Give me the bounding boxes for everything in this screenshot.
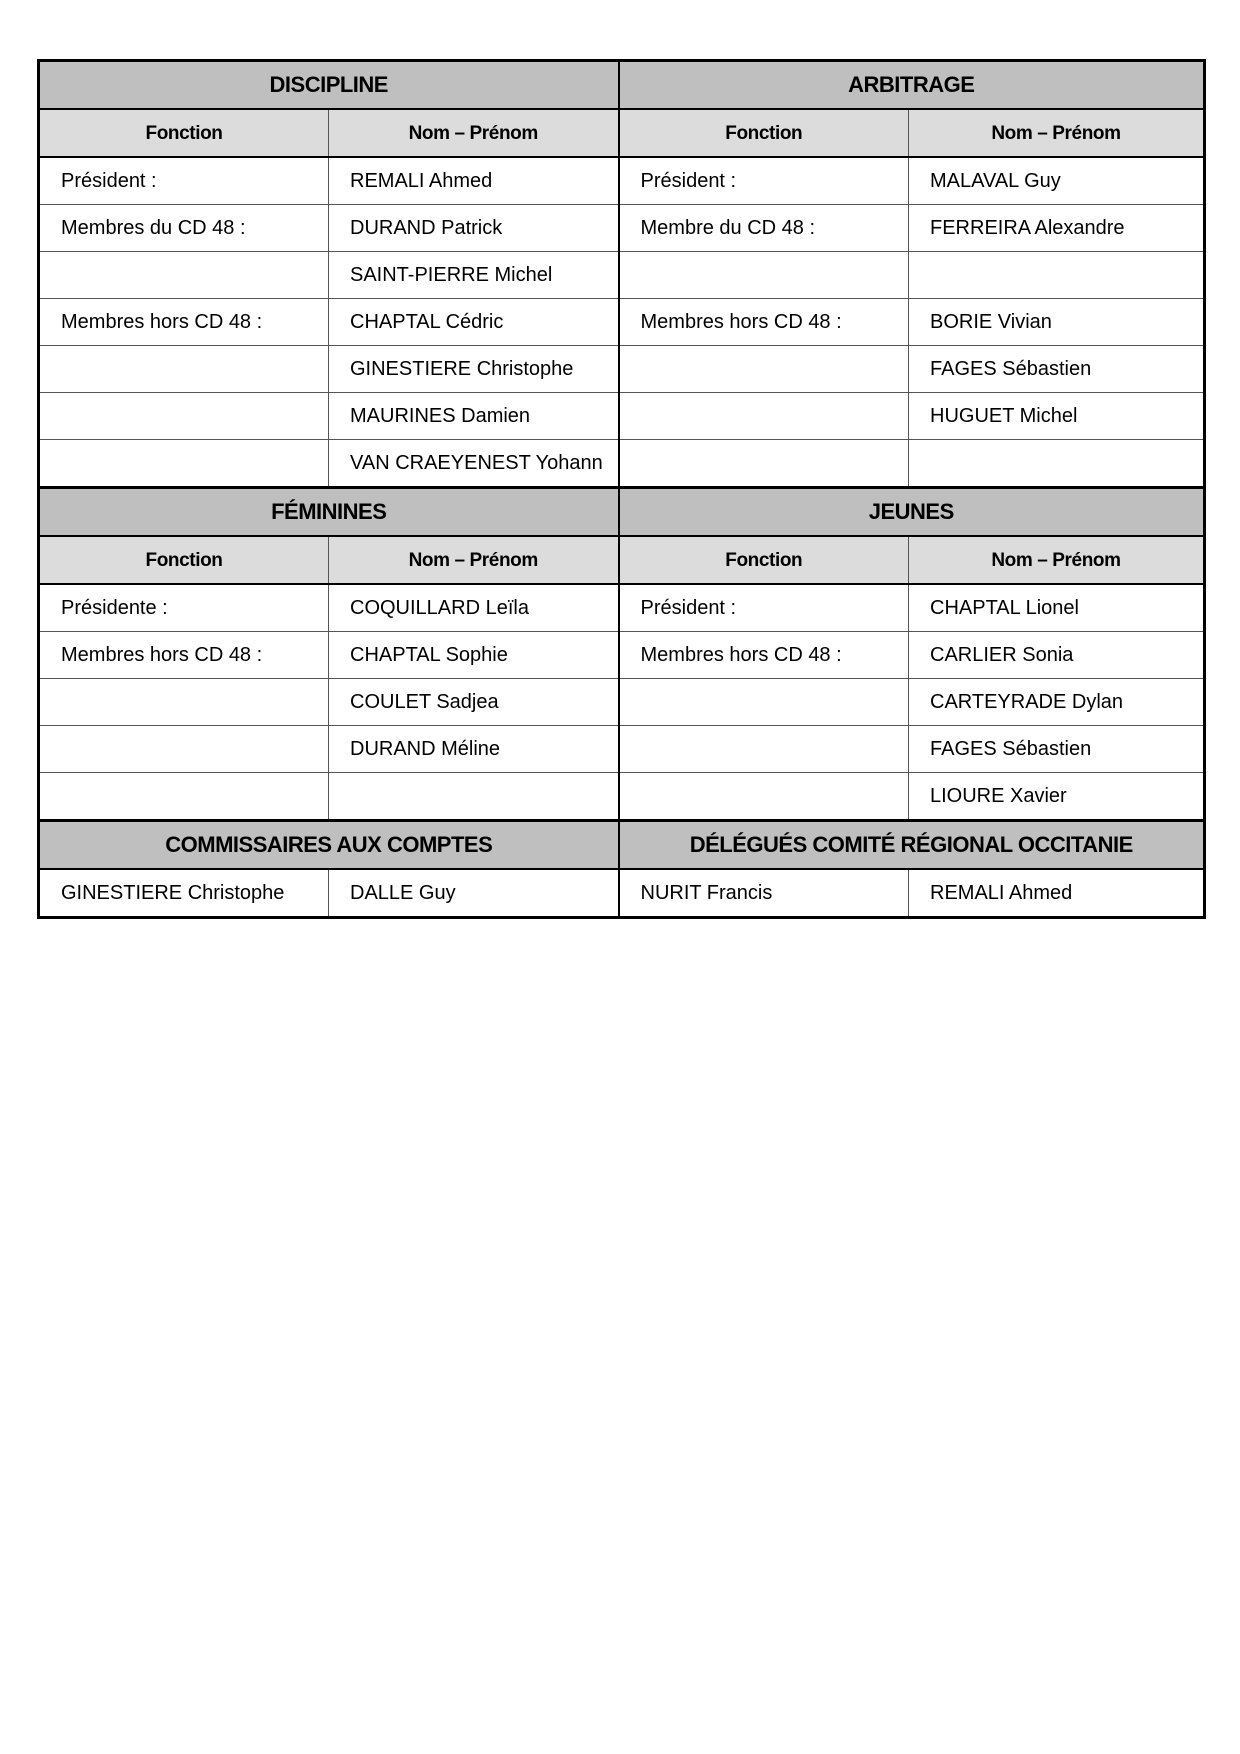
- nom-cell: COULET Sadjea: [329, 679, 619, 726]
- nom-cell: COQUILLARD Leïla: [329, 584, 619, 632]
- table-row: [39, 252, 1205, 299]
- nom-cell: CHAPTAL Sophie: [329, 632, 619, 679]
- table-row: [39, 773, 1205, 821]
- nom-cell: MAURINES Damien: [329, 393, 619, 440]
- table-row: [39, 584, 1205, 632]
- fonction-cell: Présidente :: [39, 584, 329, 632]
- nom-cell: [909, 440, 1205, 488]
- nom-cell: CHAPTAL Cédric: [329, 299, 619, 346]
- name-cell: DALLE Guy: [329, 869, 619, 918]
- fonction-cell: Membres hors CD 48 :: [619, 632, 909, 679]
- fonction-cell: [39, 252, 329, 299]
- nom-cell: VAN CRAEYENEST Yohann: [329, 440, 619, 488]
- fonction-cell: Président :: [39, 157, 329, 205]
- table-row: [39, 440, 1205, 488]
- section-title-arbitrage: ARBITRAGE: [619, 61, 1205, 110]
- nom-cell: CARTEYRADE Dylan: [909, 679, 1205, 726]
- nom-cell: DURAND Méline: [329, 726, 619, 773]
- table-row: [39, 299, 1205, 346]
- fonction-cell: [619, 393, 909, 440]
- fonction-cell: Membres hors CD 48 :: [39, 299, 329, 346]
- nom-cell: MALAVAL Guy: [909, 157, 1205, 205]
- fonction-cell: Membre du CD 48 :: [619, 205, 909, 252]
- fonction-cell: [39, 679, 329, 726]
- nom-cell: [909, 252, 1205, 299]
- fonction-cell: Président :: [619, 584, 909, 632]
- table-row: [39, 679, 1205, 726]
- fonction-cell: [39, 440, 329, 488]
- column-header-row: [39, 109, 1205, 157]
- column-header-row: [39, 536, 1205, 584]
- nom-cell: HUGUET Michel: [909, 393, 1205, 440]
- name-cell: REMALI Ahmed: [909, 869, 1205, 918]
- section-header-row: [39, 821, 1205, 870]
- column-header-nom: Nom – Prénom: [909, 109, 1205, 157]
- fonction-cell: Président :: [619, 157, 909, 205]
- fonction-cell: [619, 773, 909, 821]
- fonction-cell: Membres hors CD 48 :: [619, 299, 909, 346]
- column-header-nom: Nom – Prénom: [329, 109, 619, 157]
- fonction-cell: [619, 440, 909, 488]
- column-header-nom: Nom – Prénom: [909, 536, 1205, 584]
- nom-cell: FAGES Sébastien: [909, 726, 1205, 773]
- fonction-cell: [39, 773, 329, 821]
- fonction-cell: [619, 346, 909, 393]
- nom-cell: BORIE Vivian: [909, 299, 1205, 346]
- nom-cell: DURAND Patrick: [329, 205, 619, 252]
- column-header-fonction: Fonction: [619, 109, 909, 157]
- fonction-cell: [39, 726, 329, 773]
- nom-cell: CHAPTAL Lionel: [909, 584, 1205, 632]
- section-title-delegues: DÉLÉGUÉS COMITÉ RÉGIONAL OCCITANIE: [619, 821, 1205, 870]
- nom-cell: CARLIER Sonia: [909, 632, 1205, 679]
- section-header-row: [39, 61, 1205, 110]
- fonction-cell: Membres hors CD 48 :: [39, 632, 329, 679]
- nom-cell: FAGES Sébastien: [909, 346, 1205, 393]
- section-title-commissaires: COMMISSAIRES AUX COMPTES: [39, 821, 619, 870]
- fonction-cell: [39, 393, 329, 440]
- table-row: [39, 632, 1205, 679]
- section-title-discipline: DISCIPLINE: [39, 61, 619, 110]
- nom-cell: [329, 773, 619, 821]
- column-header-nom: Nom – Prénom: [329, 536, 619, 584]
- column-header-fonction: Fonction: [39, 109, 329, 157]
- fonction-cell: Membres du CD 48 :: [39, 205, 329, 252]
- nom-cell: GINESTIERE Christophe: [329, 346, 619, 393]
- nom-cell: REMALI Ahmed: [329, 157, 619, 205]
- section-title-feminines: FÉMININES: [39, 488, 619, 537]
- section-header-row: [39, 488, 1205, 537]
- fonction-cell: [619, 252, 909, 299]
- committees-table: [37, 59, 1206, 919]
- table-row: [39, 393, 1205, 440]
- column-header-fonction: Fonction: [619, 536, 909, 584]
- table-row: [39, 726, 1205, 773]
- nom-cell: FERREIRA Alexandre: [909, 205, 1205, 252]
- table-row: [39, 157, 1205, 205]
- name-cell: NURIT Francis: [619, 869, 909, 918]
- fonction-cell: [39, 346, 329, 393]
- table-row: [39, 869, 1205, 918]
- name-cell: GINESTIERE Christophe: [39, 869, 329, 918]
- nom-cell: LIOURE Xavier: [909, 773, 1205, 821]
- section-title-jeunes: JEUNES: [619, 488, 1205, 537]
- fonction-cell: [619, 726, 909, 773]
- fonction-cell: [619, 679, 909, 726]
- table-row: [39, 205, 1205, 252]
- nom-cell: SAINT-PIERRE Michel: [329, 252, 619, 299]
- table-row: [39, 346, 1205, 393]
- column-header-fonction: Fonction: [39, 536, 329, 584]
